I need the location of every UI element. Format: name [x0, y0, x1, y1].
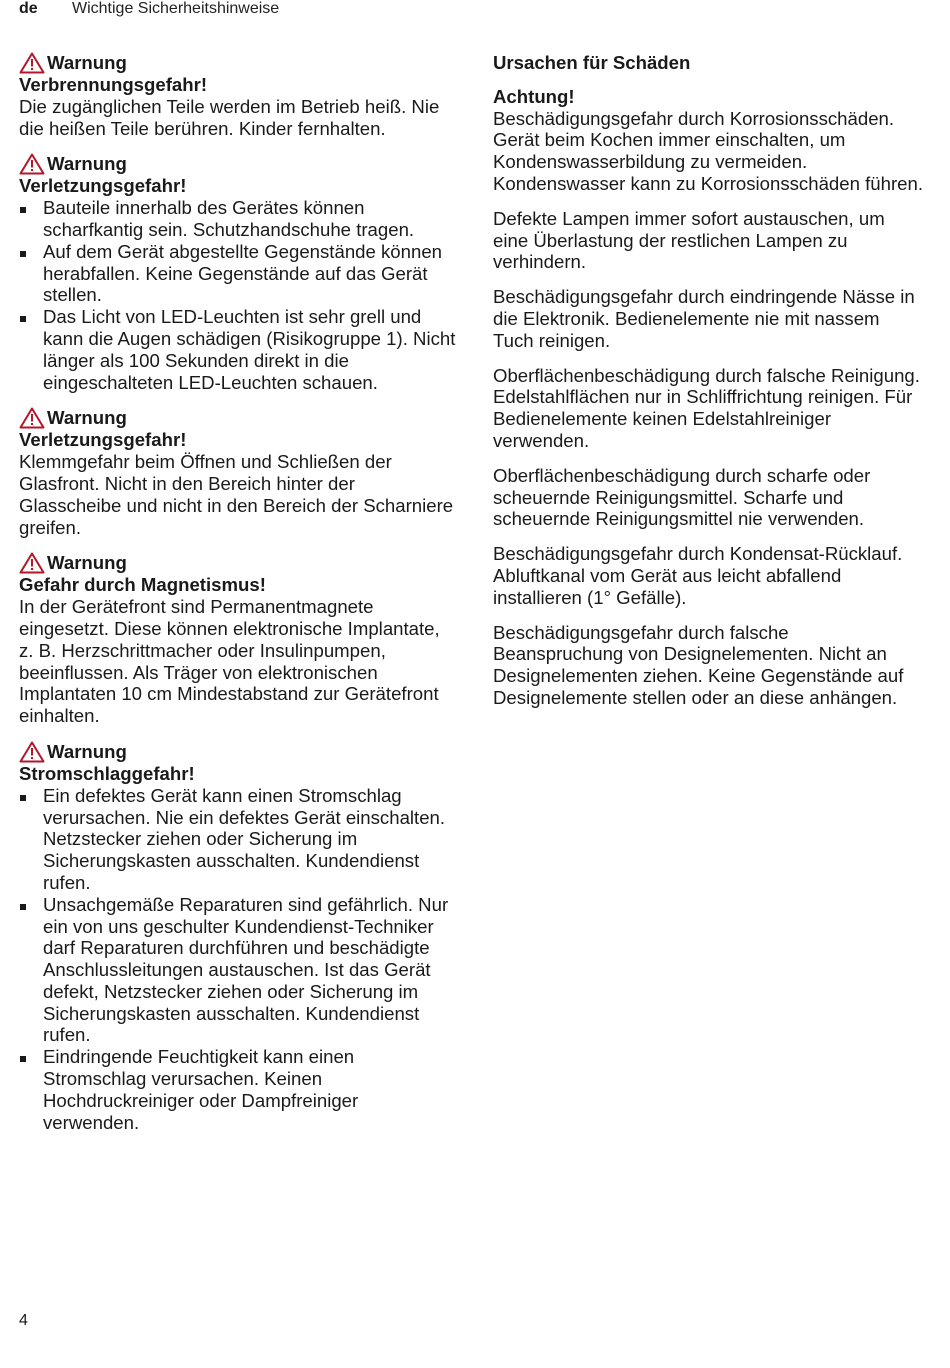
damage-paragraph: Oberflächenbeschädigung durch falsche Reinigung. Edelstahlflächen nur in Schliffrichtung reinigen. Für Bedienelemente keinen Edelstahlreiniger verwenden.: [493, 364, 920, 451]
list-item: [19, 1046, 459, 1133]
warning-electric-shock: [19, 741, 459, 1134]
warning-heading: [19, 153, 459, 175]
warning-list: [19, 785, 459, 1134]
warning-text: In der Gerätefront sind Permanentmagnete eingesetzt. Diese können elektronische Implantate, z. B. Herzschrittmacher oder Insulinpumpen, beeinflussen. Als Träger von elektronischen Implantaten 10 cm Mindestabstand zur Gerätefront einhalten.: [19, 596, 440, 727]
warning-text: Klemmgefahr beim Öffnen und Schließen der Glasfront. Nicht in den Bereich hinter der Glasscheibe und nicht in den Bereich der Scharniere greifen.: [19, 451, 454, 538]
list-item: [19, 894, 459, 1047]
damage-paragraph: Oberflächenbeschädigung durch scharfe oder scheuernde Reinigungsmittel. Scharfe und scheuernde Reinigungsmittel nie verwenden.: [493, 464, 871, 530]
list-item-text: Ein defektes Gerät kann einen Stromschlag verursachen. Nie ein defektes Gerät einschalten. Netzstecker ziehen oder Sicherung im Sicherungskasten ausschalten. Kundendienst rufen.: [43, 784, 446, 893]
warning-triangle-icon: [19, 552, 45, 574]
list-item-text: Auf dem Gerät abgestellte Gegenstände können herabfallen. Keine Gegenstände auf das Gerät stellen.: [43, 240, 443, 306]
square-bullet-icon: [20, 904, 26, 910]
list-item: [19, 197, 459, 241]
list-item: [19, 785, 459, 894]
list-item-text: Eindringende Feuchtigkeit kann einen Stromschlag verursachen. Keinen Hochdruckreiniger oder Dampfreiniger verwenden.: [43, 1046, 359, 1133]
square-bullet-icon: [20, 316, 26, 322]
language-code: de: [19, 0, 38, 17]
right-column: [493, 52, 923, 722]
warning-title: Verletzungsgefahr!: [19, 429, 187, 451]
warning-label: Warnung: [47, 407, 127, 429]
page-number: 4: [19, 1312, 28, 1329]
list-item: [19, 306, 459, 393]
square-bullet-icon: [20, 251, 26, 257]
warning-triangle-icon: [19, 52, 45, 74]
warning-text: Die zugänglichen Teile werden im Betrieb heiß. Nie die heißen Teile berühren. Kinder fernhalten.: [19, 95, 440, 139]
warning-title: Stromschlaggefahr!: [19, 762, 195, 784]
warning-heading: [19, 52, 459, 74]
caution-label: Achtung!: [493, 85, 575, 107]
warning-triangle-icon: [19, 407, 45, 429]
damage-paragraph: Beschädigungsgefahr durch falsche Beanspruchung von Designelementen. Nicht an Designelementen ziehen. Keine Gegenstände auf Designelemente stellen oder an diese anhängen.: [493, 621, 904, 708]
warning-label: Warnung: [47, 153, 127, 175]
header-title: Wichtige Sicherheitshinweise: [72, 0, 280, 17]
warning-label: Warnung: [47, 552, 127, 574]
square-bullet-icon: [20, 207, 26, 213]
warning-injury-2: [19, 407, 459, 538]
warning-title: Verbrennungsgefahr!: [19, 74, 208, 95]
left-column: [19, 52, 459, 1147]
warning-title: Verletzungsgefahr!: [19, 175, 187, 197]
list-item-text: Das Licht von LED-Leuchten ist sehr grell und kann die Augen schädigen (Risikogruppe 1). Nicht länger als 100 Sekunden direkt in die eingeschalteten LED-Leuchten schauen.: [43, 306, 456, 393]
warning-heading: [19, 552, 459, 574]
damage-paragraph: Beschädigungsgefahr durch Kondensat-Rücklauf. Abluftkanal vom Gerät aus leicht abfallend installieren (1° Gefälle).: [493, 543, 903, 608]
square-bullet-icon: [20, 795, 26, 801]
warning-burn: [19, 52, 459, 139]
warning-triangle-icon: [19, 741, 45, 763]
warning-title: Gefahr durch Magnetismus!: [19, 574, 266, 596]
warning-list: [19, 197, 459, 393]
warning-label: Warnung: [47, 52, 127, 74]
warning-triangle-icon: [19, 153, 45, 175]
warning-label: Warnung: [47, 741, 127, 763]
damage-paragraph: Beschädigungsgefahr durch Korrosionsschäden. Gerät beim Kochen immer einschalten, um Kondenswasserbildung zu vermeiden. Kondenswasser kann zu Korrosionsschäden führen.: [493, 107, 923, 194]
list-item: [19, 241, 459, 306]
list-item-text: Unsachgemäße Reparaturen sind gefährlich. Nur ein von uns geschulter Kundendienst-Techniker darf Reparaturen durchführen und beschädigte Anschlussleitungen austauschen. Ist das Gerät defekt, Netzstecker ziehen oder Sicherung im Sicherungskasten ausschalten. Kundendienst rufen.: [43, 893, 449, 1046]
list-item-text: Bauteile innerhalb des Gerätes können scharfkantig sein. Schutzhandschuhe tragen.: [43, 197, 415, 240]
page-header: [19, 0, 931, 22]
damage-paragraph: Beschädigungsgefahr durch eindringende Nässe in die Elektronik. Bedienelemente nie mit nassem Tuch reinigen.: [493, 286, 915, 351]
warning-injury-1: [19, 153, 459, 393]
warning-heading: [19, 407, 459, 429]
square-bullet-icon: [20, 1056, 26, 1062]
section-title: Ursachen für Schäden: [493, 52, 691, 73]
damage-paragraph: Defekte Lampen immer sofort austauschen, um eine Überlastung der restlichen Lampen zu verhindern.: [493, 207, 885, 273]
warning-heading: [19, 741, 459, 763]
warning-magnetism: [19, 552, 459, 727]
